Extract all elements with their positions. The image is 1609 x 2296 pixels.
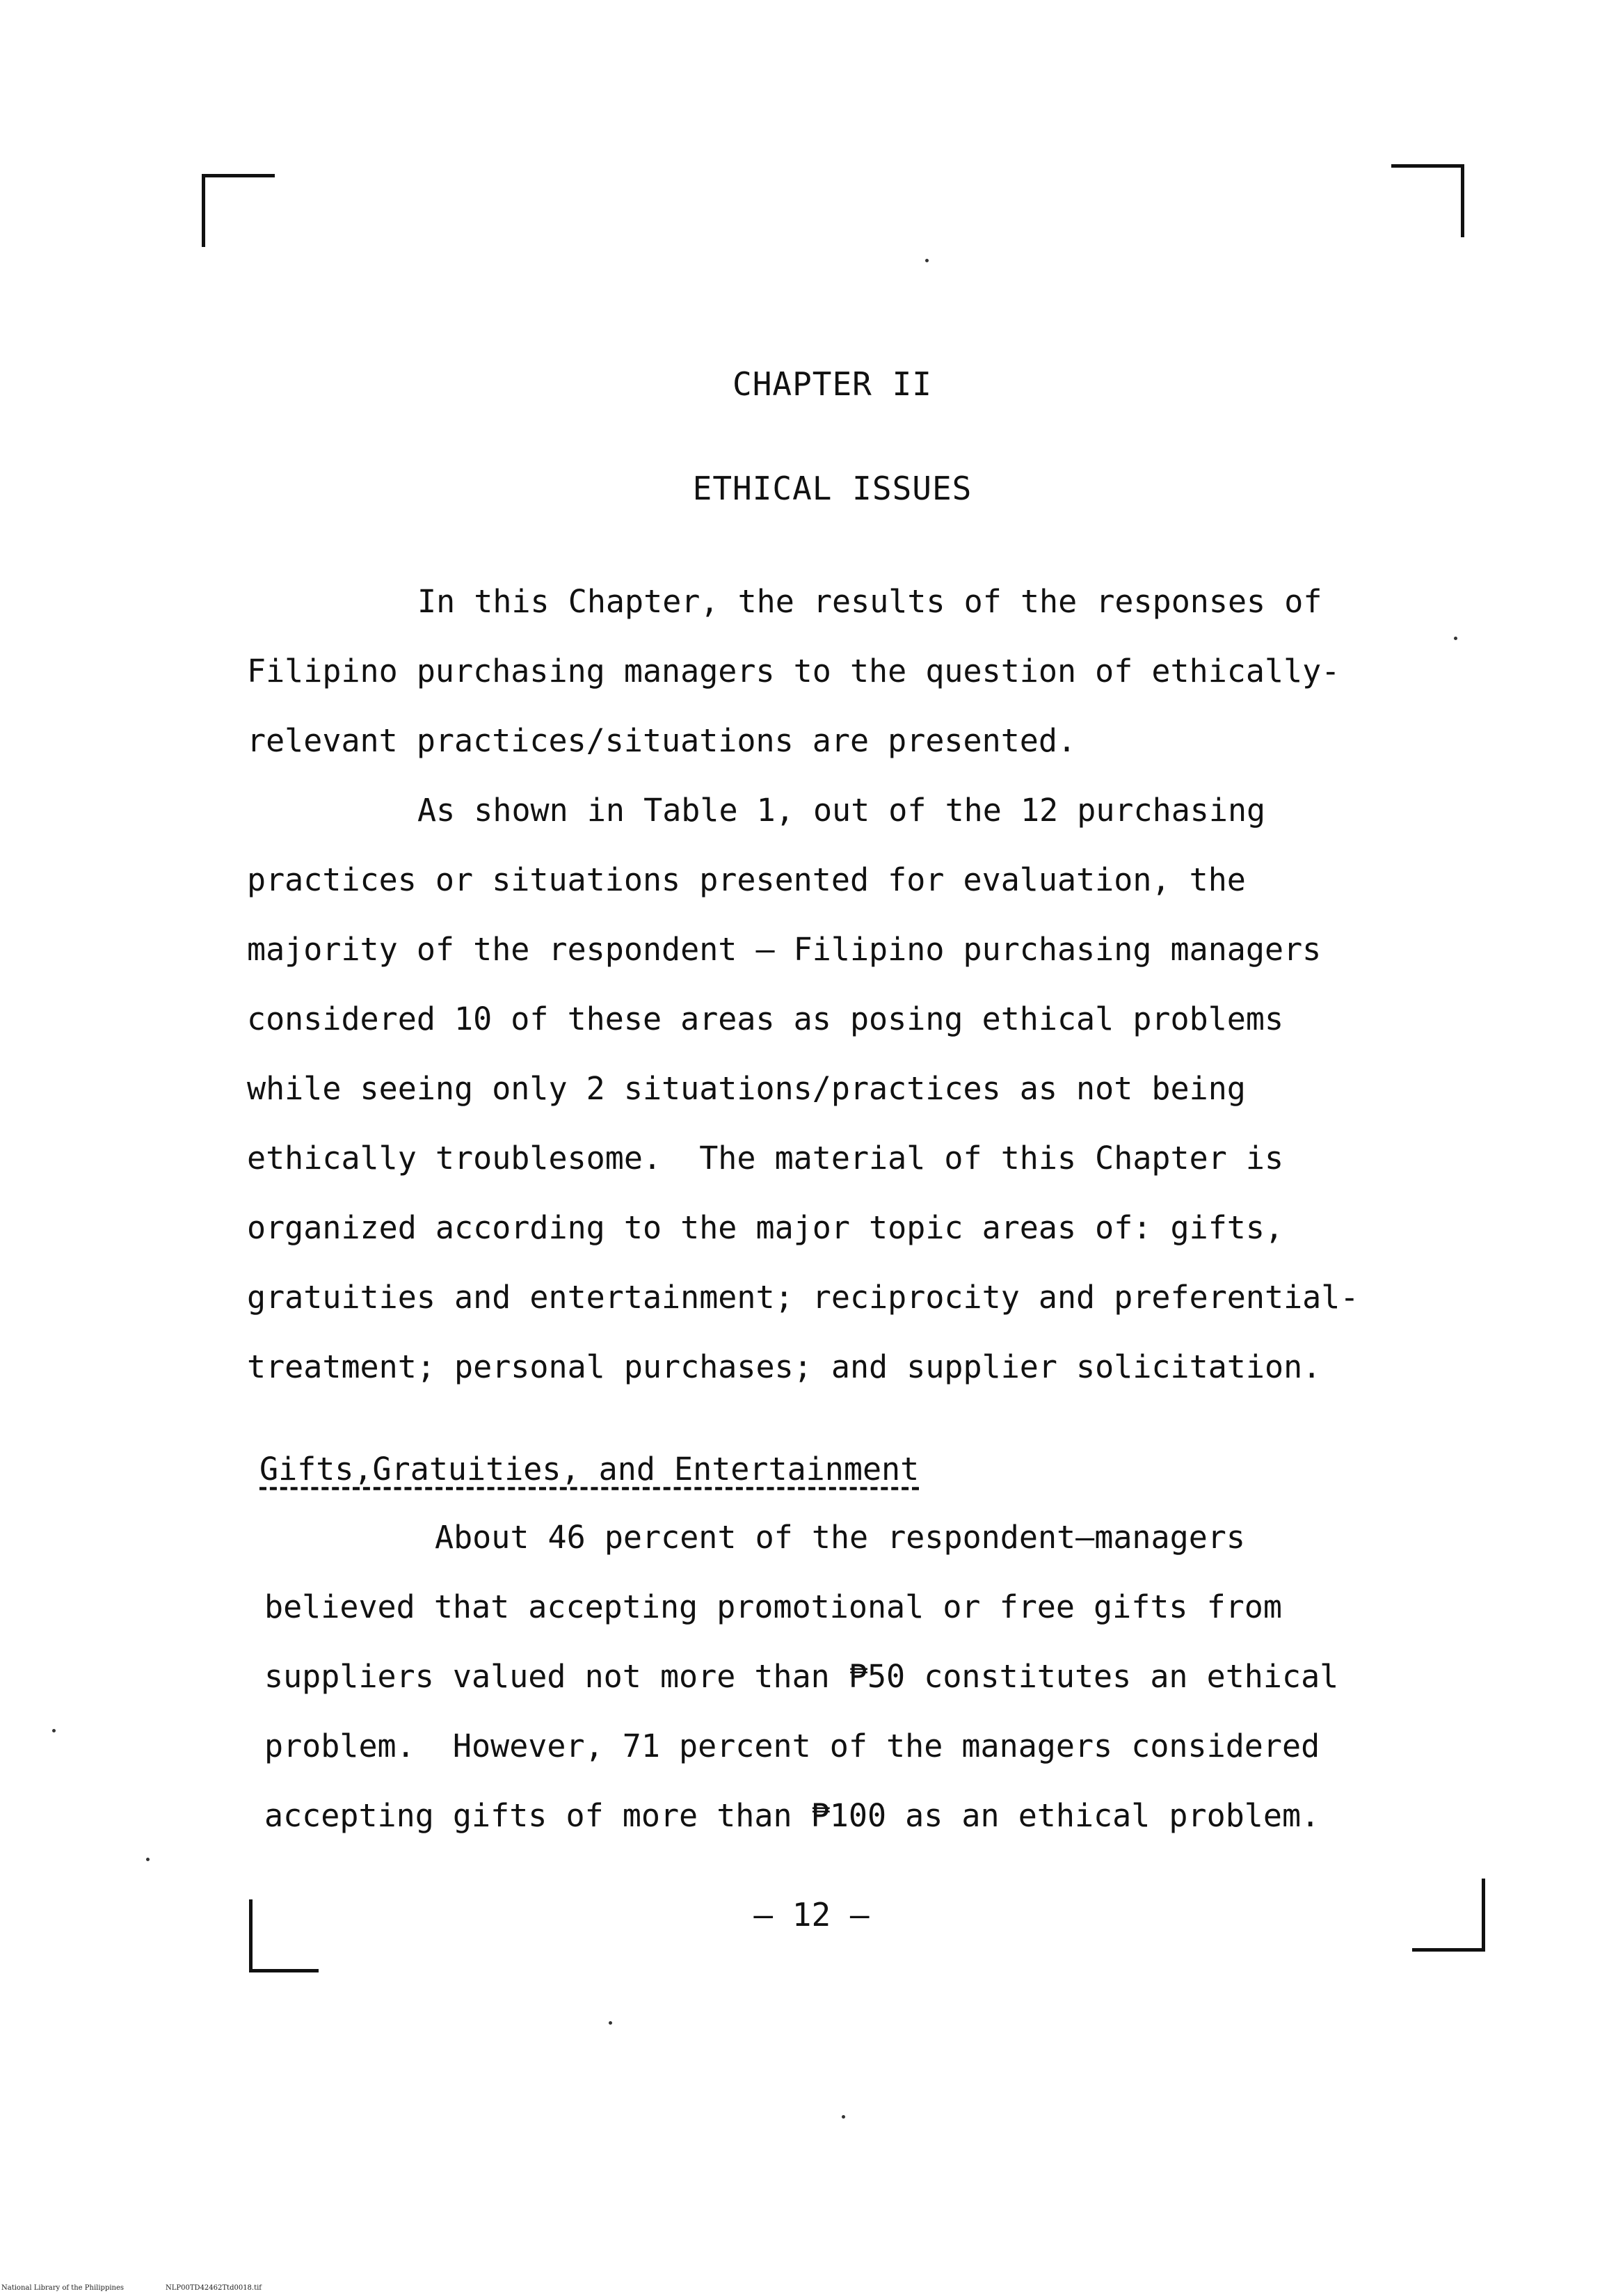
paragraph-line: organized according to the major topic areas of: gifts, (247, 1209, 1284, 1246)
subheading-gifts: Gifts,Gratuities, and Entertainment (259, 1451, 920, 1488)
scan-speck (842, 2115, 845, 2119)
scan-speck (609, 2021, 612, 2025)
paragraph-line: relevant practices/situations are presented. (247, 722, 1077, 759)
paragraph-intro (247, 567, 1485, 776)
footer-file: NLP00TD42462Ttd0018.tif (166, 2284, 262, 2292)
scan-speck (925, 259, 929, 262)
paragraph-line: considered 10 of these areas as posing ethical problems (247, 1000, 1284, 1037)
paragraph-line: gratuities and entertainment; reciprocity and preferential- (247, 1279, 1359, 1316)
crop-mark-top-right (1391, 164, 1464, 237)
paragraph-table-summary (247, 776, 1485, 1402)
paragraph-line: suppliers valued not more than ₱50 constitutes an ethical (264, 1658, 1339, 1695)
chapter-heading: CHAPTER II (733, 365, 932, 403)
paragraph-line: while seeing only 2 situations/practices as not being (247, 1070, 1246, 1107)
paragraph-line: Filipino purchasing managers to the question of ethically- (247, 653, 1340, 689)
paragraph-line: problem. However, 71 percent of the managers considered (264, 1728, 1320, 1764)
page-number: – 12 – (753, 1896, 870, 1934)
paragraph-line: ethically troublesome. The material of this Chapter is (247, 1140, 1284, 1177)
paragraph-line: treatment; personal purchases; and supplier solicitation. (247, 1348, 1322, 1385)
paragraph-gifts (264, 1503, 1503, 1851)
scan-speck (52, 1729, 56, 1732)
paragraph-line: As shown in Table 1, out of the 12 purchasing (417, 792, 1266, 829)
paragraph-line: In this Chapter, the results of the responses of (417, 583, 1322, 620)
paragraph-line: majority of the respondent – Filipino purchasing managers (247, 931, 1322, 968)
paragraph-line: About 46 percent of the respondent–managers (435, 1519, 1245, 1556)
scan-footer (1, 2284, 303, 2292)
paragraph-line: practices or situations presented for evaluation, the (247, 861, 1246, 898)
paragraph-line: accepting gifts of more than ₱100 as an ethical problem. (264, 1797, 1320, 1834)
paragraph-line: believed that accepting promotional or free gifts from (264, 1588, 1282, 1625)
crop-mark-top-left (202, 174, 275, 247)
footer-library: National Library of the Philippines (1, 2284, 125, 2292)
section-title: ETHICAL ISSUES (692, 470, 972, 507)
scan-speck (146, 1858, 150, 1861)
